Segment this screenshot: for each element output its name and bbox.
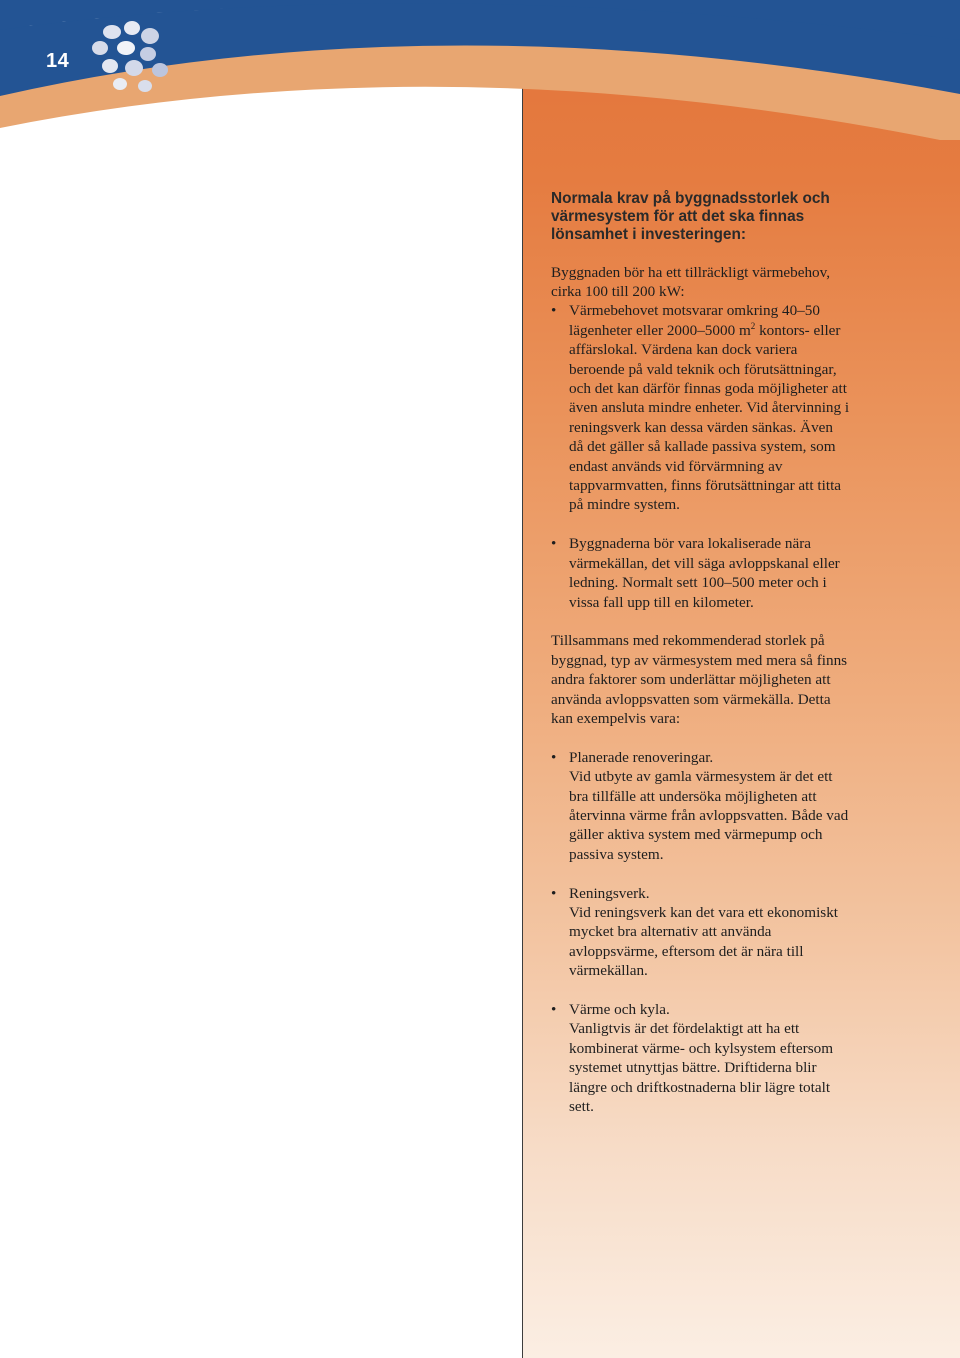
item-body: Vanligtvis är det fördelaktigt att ha ett kombinerat värme- och kylsystem eftersom systemet utnyttjas bättre. Driftiderna blir längre och driftkostnaderna blir lägre totalt sett. (569, 1020, 834, 1115)
list-item (551, 1000, 851, 1116)
factors-paragraph: Tillsammans med rekommenderad storlek på byggnad, typ av värmesystem med mera så finns andra faktorer som underlättar möjligheten att använda avloppsvatten som värmekälla. Detta kan exempelvis vara: (551, 632, 848, 727)
list-item-text: Byggnaderna bör vara lokaliserade nära värmekällan, det vill säga avloppskanal eller ledning. Normalt sett 100–500 meter och i vissa fall upp till en kilometer. (569, 535, 840, 611)
list-item-text (569, 748, 851, 864)
list-item-text (569, 884, 851, 981)
bullet-icon: • (551, 748, 557, 766)
item-title: Reningsverk. (569, 884, 650, 902)
list-item (551, 534, 851, 612)
item-title: Planerade renoveringar. (569, 748, 714, 766)
bullet-icon: • (551, 1000, 557, 1018)
bullet-icon: • (551, 302, 557, 320)
list-item-text: Värmebehovet motsvarar omkring 40–50 lägenheter eller 2000–5000 $m^2$ kontors- eller affärslokal. Värdena kan dock variera beroende på vald teknik och förutsättningar, och det kan därför finnas goda möjligheter att även ansluta mindre enheter. Vid återvinning i reningsverk kan dessa värden sänkas. Även då det gäller så kallade passiva system, som endast används vid förvärmning av tappvarmvatten, finns förutsättningar att titta på mindre system. (569, 302, 850, 514)
item-body: Vid reningsverk kan det vara ett ekonomiskt mycket bra alternativ att använda avloppsvärme, eftersom det är nära till värmekällan. (569, 903, 839, 980)
intro-paragraph: Byggnaden bör ha ett tillräckligt värmebehov, cirka 100 till 200 kW: (551, 263, 831, 301)
list-item-text (569, 1000, 851, 1116)
page-number: 14 (46, 50, 70, 72)
section-heading: Normala krav på byggnadsstorlek och värmesystem för att det ska finnas lönsamhet i investeringen: (551, 190, 830, 244)
list-item (551, 884, 851, 981)
list-item (551, 301, 851, 514)
bullet-icon: • (551, 535, 557, 553)
item-body: Vid utbyte av gamla värmesystem är det ett bra tillfälle att undersöka möjligheten att återvinna värme från avloppsvatten. Både vad gäller aktiva system med värmepump och passiva system. (569, 768, 849, 863)
list-item (551, 748, 851, 864)
bullet-icon: • (551, 884, 557, 902)
article-body (551, 190, 851, 1116)
item-title: Värme och kyla. (569, 1000, 670, 1018)
header-bands (0, 0, 960, 140)
